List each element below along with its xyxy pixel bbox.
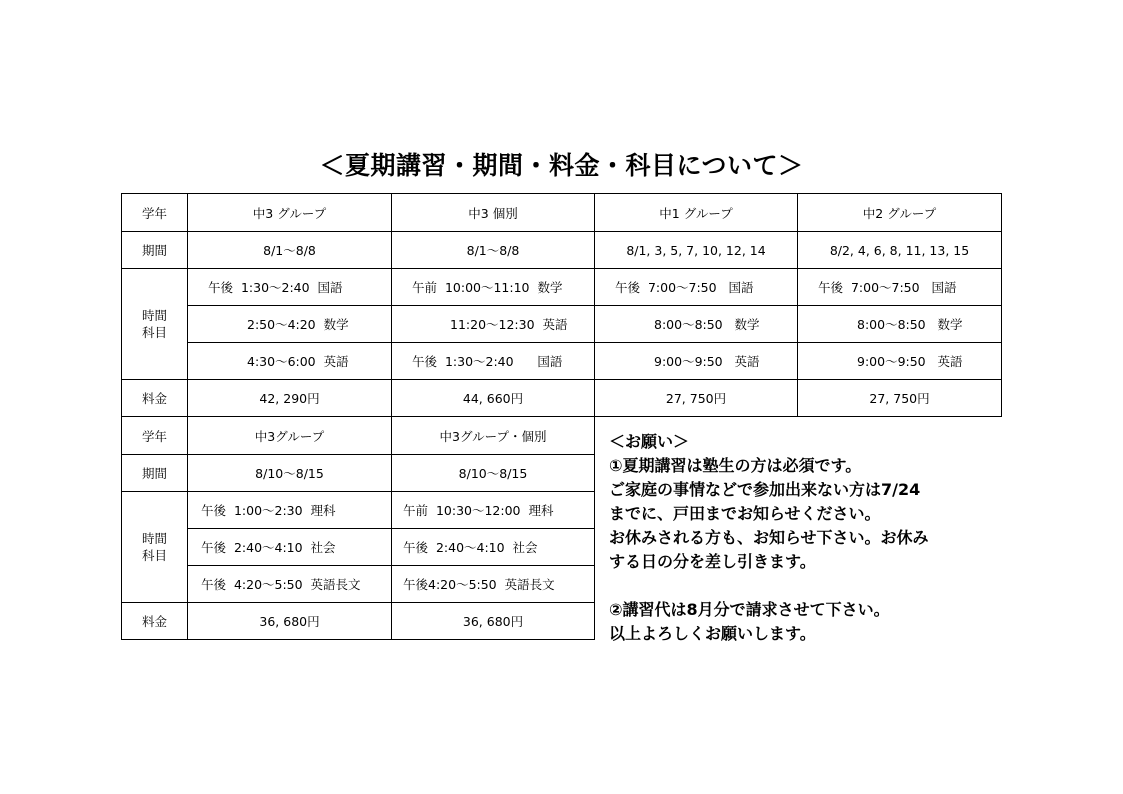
fee-cell: 44, 660円	[392, 380, 595, 417]
header-label-grade: 学年	[122, 417, 188, 455]
schedule-cell: 9:00～9:50 英語	[595, 343, 798, 380]
column-header: 中3グループ	[188, 417, 392, 455]
table-row	[122, 232, 1002, 269]
summer-course-table-2	[121, 416, 595, 640]
request-notes	[609, 430, 1009, 646]
table-row	[122, 566, 595, 603]
period-cell: 8/10～8/15	[392, 455, 595, 492]
schedule-cell: 午前 10:30～12:00 理科	[392, 492, 595, 529]
row-label-fee: 料金	[122, 603, 188, 640]
header-label-grade: 学年	[122, 194, 188, 232]
column-header: 中3グループ・個別	[392, 417, 595, 455]
table-row	[122, 343, 1002, 380]
row-label-time-subject: 時間 科目	[122, 492, 188, 603]
row-label-period: 期間	[122, 232, 188, 269]
schedule-cell: 午後4:20～5:50 英語長文	[392, 566, 595, 603]
table-row	[122, 529, 595, 566]
notes-line: お休みされる方も、お知らせ下さい。お休み	[609, 528, 929, 547]
schedule-cell: 午後 2:40～4:10 社会	[392, 529, 595, 566]
schedule-cell: 午後 1:30～2:40 国語	[392, 343, 595, 380]
schedule-cell: 4:30～6:00 英語	[188, 343, 392, 380]
table-row	[122, 269, 1002, 306]
schedule-cell: 午後 1:30～2:40 国語	[188, 269, 392, 306]
column-header: 中1 グループ	[595, 194, 798, 232]
column-header: 中3 個別	[392, 194, 595, 232]
fee-cell: 27, 750円	[798, 380, 1002, 417]
schedule-cell: 午前 10:00～11:10 数学	[392, 269, 595, 306]
schedule-cell: 8:00～8:50 数学	[595, 306, 798, 343]
table-row	[122, 306, 1002, 343]
column-header: 中2 グループ	[798, 194, 1002, 232]
notes-line: する日の分を差し引きます。	[609, 552, 816, 571]
notes-line: ②講習代は8月分で請求させて下さい。	[609, 600, 890, 619]
notes-spacer	[609, 574, 1009, 598]
fee-cell: 36, 680円	[188, 603, 392, 640]
schedule-cell: 午後 2:40～4:10 社会	[188, 529, 392, 566]
row-label-fee: 料金	[122, 380, 188, 417]
column-header: 中3 グループ	[188, 194, 392, 232]
notes-line: までに、戸田までお知らせください。	[609, 504, 881, 523]
table-row	[122, 194, 1002, 232]
schedule-cell: 2:50～4:20 数学	[188, 306, 392, 343]
schedule-cell: 11:20～12:30 英語	[392, 306, 595, 343]
schedule-cell: 午後 7:00～7:50 国語	[798, 269, 1002, 306]
schedule-cell: 午後 1:00～2:30 理科	[188, 492, 392, 529]
period-cell: 8/2, 4, 6, 8, 11, 13, 15	[798, 232, 1002, 269]
period-cell: 8/1～8/8	[392, 232, 595, 269]
table-row	[122, 455, 595, 492]
row-label-time-subject: 時間 科目	[122, 269, 188, 380]
row-label-period: 期間	[122, 455, 188, 492]
notes-line: ①夏期講習は塾生の方は必須です。	[609, 456, 862, 475]
schedule-cell: 8:00～8:50 数学	[798, 306, 1002, 343]
schedule-cell: 午後 4:20～5:50 英語長文	[188, 566, 392, 603]
period-cell: 8/1, 3, 5, 7, 10, 12, 14	[595, 232, 798, 269]
schedule-cell: 9:00～9:50 英語	[798, 343, 1002, 380]
table-row	[122, 417, 595, 455]
page-title: ＜夏期講習・期間・料金・科目について＞	[319, 151, 804, 180]
summer-course-table-1	[121, 193, 1002, 417]
fee-cell: 36, 680円	[392, 603, 595, 640]
table-row	[122, 603, 595, 640]
table-row	[122, 380, 1002, 417]
period-cell: 8/1～8/8	[188, 232, 392, 269]
fee-cell: 27, 750円	[595, 380, 798, 417]
notes-heading: ＜お願い＞	[609, 432, 690, 451]
schedule-cell: 午後 7:00～7:50 国語	[595, 269, 798, 306]
notes-line: ご家庭の事情などで参加出来ない方は7/24	[609, 480, 921, 499]
fee-cell: 42, 290円	[188, 380, 392, 417]
table-row	[122, 492, 595, 529]
period-cell: 8/10～8/15	[188, 455, 392, 492]
notes-line: 以上よろしくお願いします。	[609, 624, 816, 643]
